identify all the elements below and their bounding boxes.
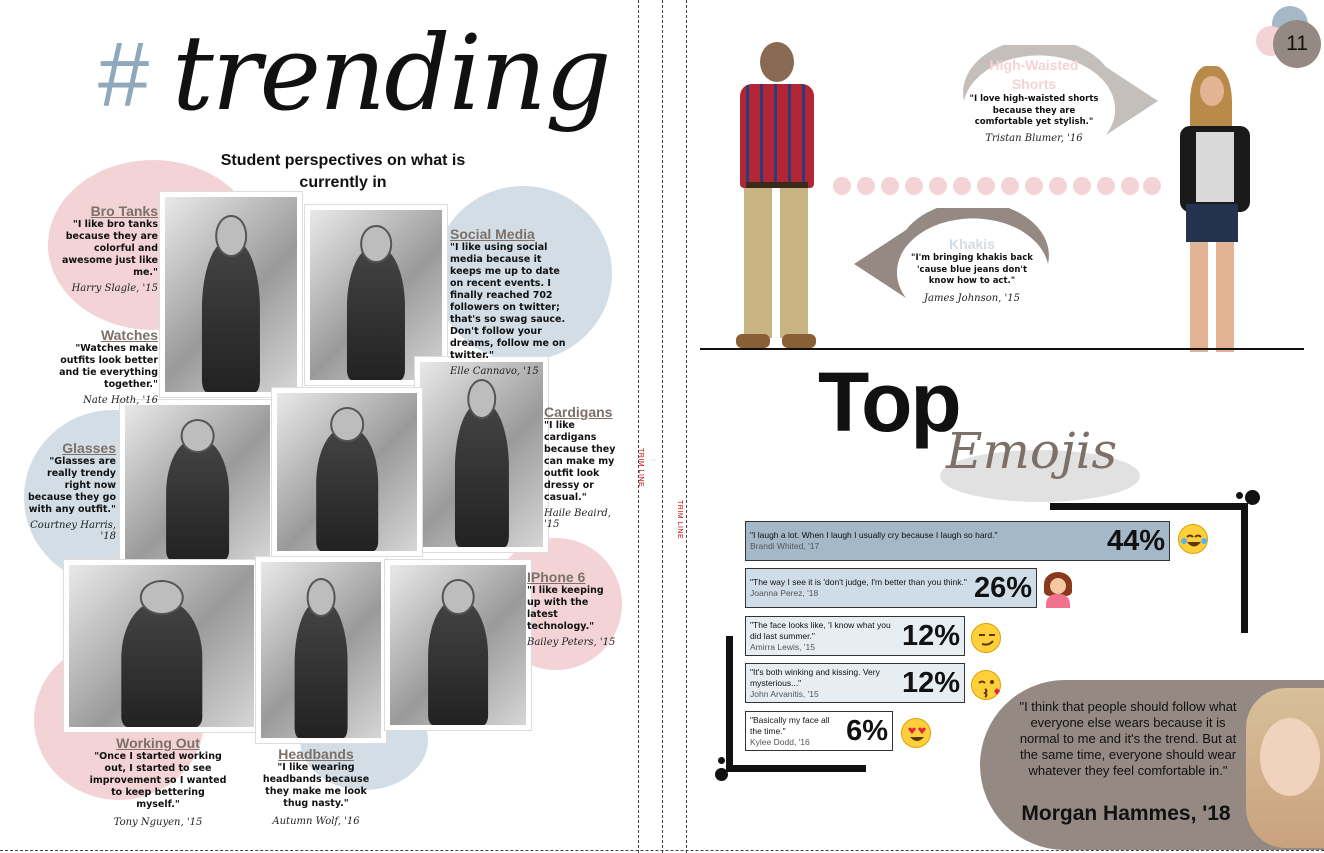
- hash-symbol: #: [98, 24, 150, 126]
- khakis-quote: "I'm bringing khakis back 'cause blue jeans don't know how to act.": [911, 253, 1033, 286]
- shorts-bubble: [968, 56, 1100, 144]
- section-quote: "I like using social media because it keeps me up to date on recent events. I finally reached 702 followers on twitter; that's so swag sauce. Don't follow your dreams, follow me on twitter.": [450, 242, 566, 361]
- photo-bro-tanks: [160, 192, 302, 397]
- khakis-author: James Johnson, '15: [923, 292, 1020, 304]
- section-cardigans: [544, 404, 626, 530]
- emoji-bar: [745, 711, 893, 751]
- emoji-bar-name: Brandi Whited, '17: [750, 541, 820, 551]
- section-author: Courtney Harris, '18: [30, 520, 116, 542]
- emoji-bar: [745, 521, 1170, 561]
- emoji-bar-percent: 12%: [901, 619, 960, 652]
- section-headbands: [262, 746, 370, 827]
- section-watches: [48, 327, 158, 406]
- section-quote: "I like cardigans because they can make my outfit look dressy or casual.": [544, 420, 616, 503]
- section-social-media: [450, 226, 575, 377]
- heart-eyes-emoji: [901, 718, 931, 748]
- section-author: Elle Cannavo, '15: [450, 366, 539, 377]
- emoji-bar-text: [750, 577, 968, 599]
- khakis-bubble: [906, 236, 1038, 304]
- section-quote: "I like keeping up with the latest technology.": [527, 585, 604, 632]
- shorts-author: Tristan Blumer, '16: [985, 132, 1083, 144]
- section-iphone: [527, 569, 617, 648]
- section-title: Social Media: [450, 226, 535, 242]
- section-quote: "Glasses are really trendy right now because they go with any outfit.": [27, 456, 116, 515]
- photo-shorts-student: [1160, 66, 1278, 364]
- photo-working-out: [64, 560, 259, 732]
- trim-line-right: TRIM LINE: [676, 500, 683, 540]
- section-author: Nate Hoth, '16: [83, 395, 158, 406]
- emoji-bar-quote: "The face looks like, 'I know what you did last summer.": [750, 619, 891, 641]
- section-title: Working Out: [116, 735, 200, 751]
- section-quote: "I like bro tanks because they are colorful and awesome just like me.": [62, 219, 159, 278]
- shorts-quote: "I love high-waisted shorts because they are comfortable yet stylish.": [969, 94, 1099, 127]
- emoji-bar-name: Kylee Dodd, '16: [750, 736, 810, 747]
- page-number: 11: [1286, 32, 1308, 55]
- emoji-bar-text: [750, 530, 997, 552]
- section-title: Glasses: [62, 440, 116, 456]
- section-title: Watches: [100, 327, 158, 343]
- emoji-bar-name: John Arvanitis, '15: [750, 688, 819, 699]
- frame-dot-small-bottom: [718, 757, 725, 764]
- floor-line: [700, 348, 1304, 350]
- section-glasses: [26, 440, 116, 542]
- photo-cardigans: [415, 357, 548, 552]
- emoji-bar-percent: 6%: [846, 714, 888, 747]
- khakis-title: Khakis: [949, 236, 995, 252]
- page-subtitle: Student perspectives on what is currently in: [220, 152, 466, 191]
- photo-glasses: [120, 400, 275, 565]
- gutter-line-center: [662, 0, 663, 853]
- emoji-bar-name: Joanna Perez, '18: [750, 588, 819, 598]
- section-author: Tony Nguyen, '15: [113, 817, 203, 828]
- bottom-trim-line: [0, 850, 1324, 851]
- section-title: Bro Tanks: [90, 203, 158, 219]
- emoji-bar-quote: "Basically my face all the time.": [750, 714, 830, 736]
- emoji-bar-quote: "I laugh a lot. When I laugh I usually cry because I laugh so hard.": [750, 530, 998, 540]
- top-title: Top: [818, 355, 960, 449]
- frame-bottom-bracket: [726, 765, 866, 772]
- emoji-bar: [745, 568, 1037, 608]
- emoji-bar-text: [750, 620, 896, 653]
- emoji-bar-quote: "It's both winking and kissing. Very mysterious...": [750, 666, 880, 688]
- frame-dot-small: [1236, 492, 1243, 499]
- gutter-line-left: [638, 0, 639, 853]
- emoji-bar: [745, 616, 965, 656]
- section-author: Bailey Peters, '15: [527, 637, 616, 648]
- frame-top-bracket: [1050, 503, 1248, 510]
- photo-iphone: [385, 560, 531, 730]
- trim-line-left: TRIM LINE: [637, 448, 644, 488]
- section-author: Harry Slagle, '15: [71, 283, 158, 294]
- photo-watches: [272, 388, 422, 556]
- emoji-bar-name: Amirra Lewis, '15: [750, 641, 815, 652]
- emojis-title: Emojis: [946, 422, 1118, 480]
- trending-title: trending: [172, 12, 610, 134]
- morgan-photo: [1246, 688, 1324, 848]
- frame-right-bracket: [1241, 503, 1248, 633]
- gutter-line-right: [686, 0, 687, 853]
- section-title: Cardigans: [544, 404, 613, 420]
- section-bro-tanks: [62, 203, 158, 294]
- section-author: Haile Beaird, '15: [544, 508, 611, 530]
- shorts-title: High-Waisted Shorts: [989, 57, 1079, 92]
- emoji-bar: [745, 663, 965, 703]
- information-desk-person-emoji: [1042, 572, 1074, 608]
- photo-headbands: [256, 557, 386, 743]
- emoji-bar-text: [750, 667, 896, 700]
- section-working-out: [88, 735, 228, 828]
- emoji-bar-percent: 44%: [1106, 524, 1165, 557]
- section-quote: "Once I started working out, I started to see improvement so I wanted to keep bettering myself.": [89, 751, 227, 810]
- frame-dot-large: [1245, 490, 1260, 505]
- section-quote: "I like wearing headbands because they make me look thug nasty.": [262, 762, 370, 809]
- dot-connector: [832, 174, 1162, 198]
- emoji-bar-percent: 12%: [901, 666, 960, 699]
- photo-khakis-student: [722, 42, 832, 354]
- frame-dot-large-bottom: [715, 768, 728, 781]
- morgan-author: Morgan Hammes, '18: [1021, 802, 1231, 825]
- smirking-face-emoji: [971, 623, 1001, 653]
- frame-left-bracket: [726, 636, 733, 772]
- kissing-face-emoji: [971, 670, 1001, 700]
- section-author: Autumn Wolf, '16: [272, 816, 360, 827]
- section-quote: "Watches make outfits look better and tie everything together.": [59, 343, 158, 390]
- morgan-quote: "I think that people should follow what everyone else wears because it is normal to me and it's the trend. But at the same time, everyone should wear whatever they feel comfortable in.": [1019, 699, 1237, 778]
- page-number-circle: [1273, 20, 1321, 68]
- section-title: IPhone 6: [527, 569, 586, 585]
- section-title: Headbands: [278, 746, 354, 762]
- emoji-bar-percent: 26%: [973, 571, 1032, 604]
- emoji-bar-quote: "The way I see it is 'don't judge, I'm better than you think.": [750, 577, 967, 587]
- tears-of-joy-emoji: [1178, 524, 1208, 554]
- emoji-bar-text: [750, 715, 840, 748]
